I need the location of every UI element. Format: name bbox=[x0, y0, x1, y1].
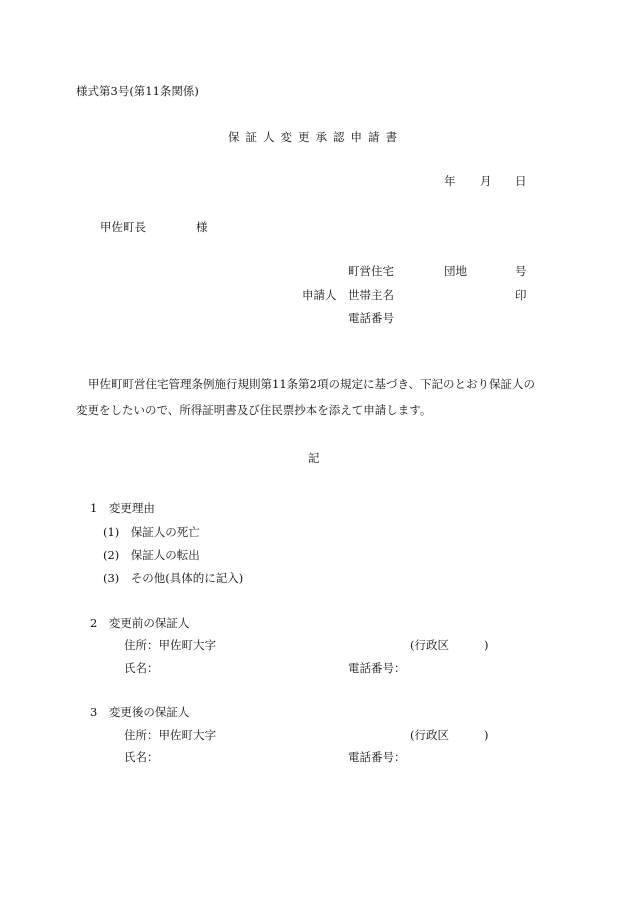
ki-heading: 記 bbox=[308, 451, 320, 465]
new-address-label: 住所：甲佐町大字 bbox=[124, 728, 216, 742]
housing-label: 町営住宅 bbox=[348, 264, 394, 278]
document-title: 保証人変更承認申請書 bbox=[228, 130, 403, 144]
date-day: 日 bbox=[515, 174, 527, 188]
prev-phone-label: 電話番号： bbox=[348, 661, 406, 675]
reason-item-3: (3) その他(具体的に記入) bbox=[103, 571, 244, 585]
new-name-label: 氏名： bbox=[124, 750, 159, 764]
date-month: 月 bbox=[480, 174, 492, 188]
applicant-label: 申請人 bbox=[302, 288, 337, 302]
householder-label: 世帯主名 bbox=[348, 288, 394, 302]
seal-label: 印 bbox=[515, 288, 527, 302]
section-2-heading: 2 変更前の保証人 bbox=[90, 616, 190, 630]
form-number: 様式第3号(第11条関係) bbox=[76, 84, 199, 98]
prev-address-label: 住所：甲佐町大字 bbox=[124, 638, 216, 652]
prev-name-label: 氏名： bbox=[124, 661, 159, 675]
number-label: 号 bbox=[515, 264, 527, 278]
new-district-open: (行政区 bbox=[410, 728, 449, 742]
section-1-heading: 1 変更理由 bbox=[90, 501, 155, 515]
reason-item-2: (2) 保証人の転出 bbox=[103, 548, 200, 562]
date-year: 年 bbox=[444, 174, 456, 188]
body-paragraph bbox=[76, 371, 554, 423]
applicant-phone-label: 電話番号 bbox=[348, 311, 394, 325]
reason-item-1: (1) 保証人の死亡 bbox=[103, 525, 200, 539]
body-line-1: 甲佐町町営住宅管理条例施行規則第11条第2項の規定に基づき、下記のとおり保証人の bbox=[88, 377, 535, 391]
addressee-honorific: 様 bbox=[196, 220, 208, 234]
addressee-name: 甲佐町長 bbox=[100, 220, 146, 234]
new-phone-label: 電話番号： bbox=[348, 750, 406, 764]
prev-district-close: ) bbox=[484, 638, 489, 652]
new-district-close: ) bbox=[484, 728, 489, 742]
prev-district-open: (行政区 bbox=[410, 638, 449, 652]
section-3-heading: 3 変更後の保証人 bbox=[90, 705, 190, 719]
body-line-2: 変更をしたいので、所得証明書及び住民票抄本を添えて申請します。 bbox=[76, 403, 432, 417]
danchi-label: 団地 bbox=[444, 264, 467, 278]
